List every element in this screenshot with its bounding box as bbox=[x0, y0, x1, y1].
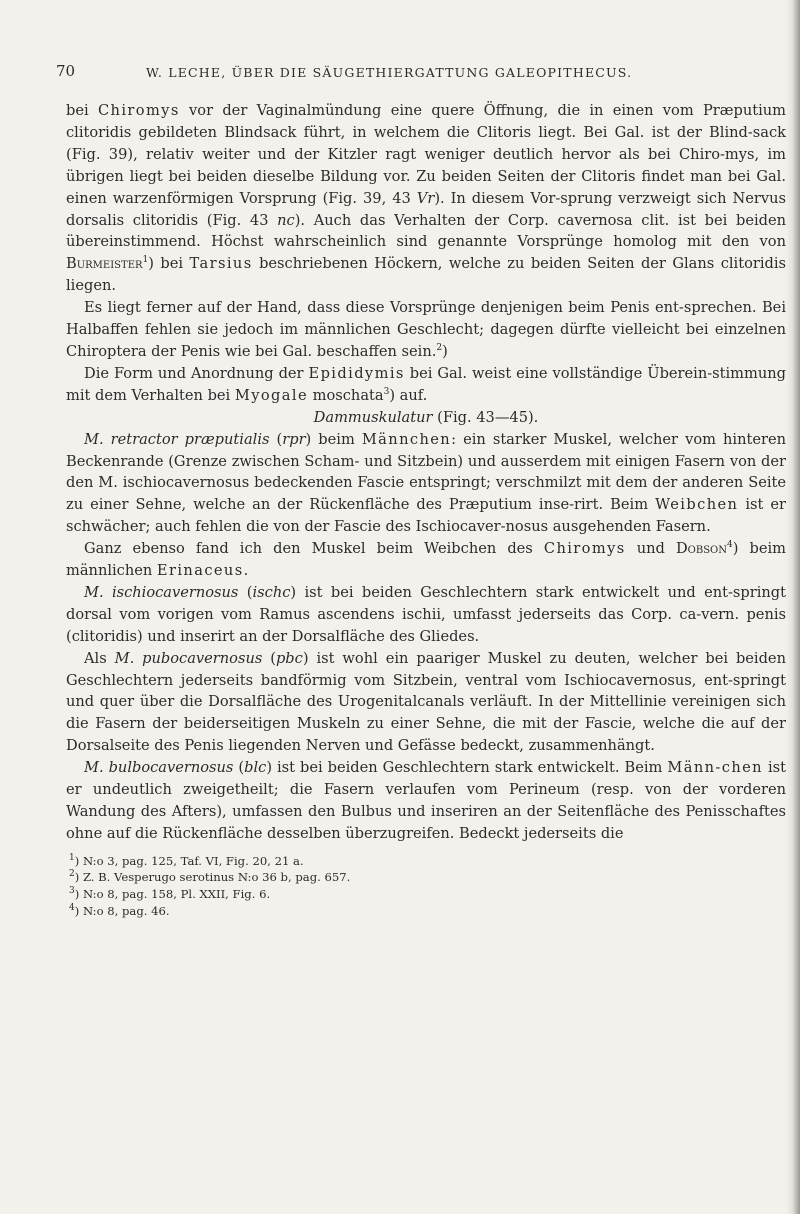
page-number: 70 bbox=[56, 62, 76, 80]
paragraph-4: M. retractor præputialis (rpr) beim Männchen: ein starker Muskel, welcher vom hinteren Beckenrande (Grenze zwischen Scham- und Sitzbein) und ausserdem mit einigen Fasern von der den M. ischiocavernosus bedeckenden Fascie entspringt; verschmilzt mit dem der anderen Seite zu einer Sehne, welche an der Rückenfläche des Præputium inse-rirt. Beim Weibchen ist er schwächer; auch fehlen die von der Fascie des Ischiocaver-nosus ausgehenden Fasern. bbox=[66, 430, 786, 536]
paragraph-1: bei Chiromys vor der Vaginalmündung eine quere Öffnung, die in einen vom Præputium clitoridis gebildeten Blindsack führt, in welchem die Clitoris liegt. Bei Gal. ist der Blind-sack (Fig. 39), relativ weiter und der Kitzler ragt weniger deutlich hervor als bei Chiro-mys, im übrigen liegt bei beiden dieselbe Bildung vor. Zu beiden Seiten der Clitoris findet man bei Gal. einen warzenförmigen Vorsprung (Fig. 39, 43 Vr). In diesem Vor-sprung verzweigt sich Nervus dorsalis clitoridis (Fig. 43 nc). Auch das Verhalten der Corp. cavernosa clit. ist bei beiden übereinstimmend. Höchst wahrscheinlich sind genannte Vorsprünge homolog mit den von Burmeister$^1$) bei Tarsius beschriebenen Höckern, welche zu beiden Seiten der Glans clitoridis liegen. bbox=[66, 102, 787, 295]
paragraph-8: M. bulbocavernosus (blc) ist bei beiden Geschlechtern stark entwickelt. Beim Männ-chen ist er undeutlich zweigetheilt; die Fasern verlaufen vom Perineum (resp. von der vorderen Wandung des Afters), umfassen den Bulbus und inseriren an der Seitenfläche des Penisschaftes ohne auf die Rückenfläche desselben überzugreifen. Bedeckt jederseits die bbox=[66, 759, 786, 842]
paragraph-3: Die Form und Anordnung der Epididymis bei Gal. weist eine vollständige Überein-stimmung mit dem Verhalten bei Myogale moschata$^3$) auf. bbox=[66, 364, 786, 404]
footnote-2: $^2$) Z. B. Vesperugo serotinus N:o 36 b, pag. 657. bbox=[69, 869, 351, 885]
footnotes bbox=[66, 853, 786, 919]
body-text bbox=[66, 100, 786, 845]
running-header bbox=[56, 62, 786, 82]
footnote-ref-3: 3 bbox=[383, 386, 390, 397]
running-title: W. LECHE, ÜBER DIE SÄUGETHIERGATTUNG GALEOPITHECUS. bbox=[146, 65, 633, 80]
footnote-4: $^4$) N:o 8, pag. 46. bbox=[69, 902, 170, 918]
paragraph-6: M. ischiocavernosus (ischc) ist bei beiden Geschlechtern stark entwickelt und ent-springt dorsal vom vorigen vom Ramus ascendens ischii, umfasst jederseits das Corp. ca-vern. penis (clitoridis) und inserirt an der Dorsalfläche des Gliedes. bbox=[66, 583, 786, 645]
paragraph-5: Ganz ebenso fand ich den Muskel beim Weibchen des Chiromys und Dobson$^4$) beim männlichen Erinaceus. bbox=[66, 540, 786, 580]
page-edge-shadow bbox=[786, 0, 800, 1214]
footnote-1: $^1$) N:o 3, pag. 125, Taf. VI, Fig. 20, 21 a. bbox=[69, 852, 304, 868]
footnote-ref-1: 1 bbox=[142, 255, 149, 266]
footnote-ref-2: 2 bbox=[436, 343, 443, 354]
paragraph-7: Als M. pubocavernosus (pbc) ist wohl ein paariger Muskel zu deuten, welcher bei beiden Geschlechtern jederseits bandförmig vom Sitzbein, ventral vom Ischiocavernosus, ent-springt und quer über die Dorsalfläche des Urogenitalcanals verläuft. In der Mittellinie vereinigen sich die Fasern der beiderseitigen Muskeln zu einer Sehne, die mit der Fascie, welche die auf der Dorsalseite des Penis liegenden Nerven und Gefässe bedeckt, zusammenhängt. bbox=[66, 649, 786, 755]
footnote-3: $^3$) N:o 8, pag. 158, Pl. XXII, Fig. 6. bbox=[69, 886, 271, 901]
footnote-ref-4: 4 bbox=[727, 540, 733, 551]
section-heading: Dammuskulatur (Fig. 43—45). bbox=[313, 408, 539, 426]
paragraph-2: Es liegt ferner auf der Hand, dass diese Vorsprünge denjenigen beim Penis ent-sprechen. Bei Halbaffen fehlen sie jedoch im männlichen Geschlecht; dagegen dürfte vielleicht bei einzelnen Chiroptera der Penis wie bei Gal. beschaffen sein.$^2$) bbox=[66, 299, 786, 360]
page bbox=[56, 62, 787, 919]
